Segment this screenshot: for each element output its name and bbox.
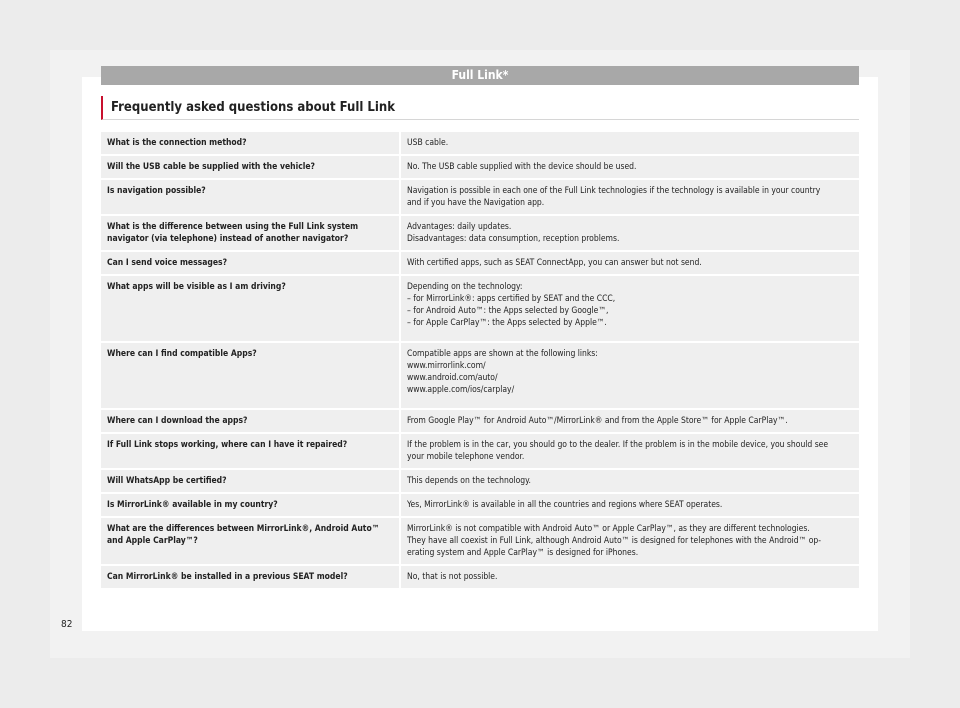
faq-answer-line: If the problem is in the car, you should go to the dealer. If the problem is in the mobile device, you should see [407,440,829,450]
faq-answer [401,276,859,341]
faq-question: Where can I find compatible Apps? [101,343,401,408]
faq-answer [401,410,859,432]
faq-answer-line: www.android.com/auto/ [407,373,498,383]
faq-question: Is MirrorLink® available in my country? [101,494,401,516]
faq-answer-line: Depending on the technology: [407,282,523,292]
faq-row [101,410,859,432]
faq-row [101,216,859,250]
faq-question: Will WhatsApp be certified? [101,470,401,492]
page-title [101,96,859,120]
faq-question: Where can I download the apps? [101,410,401,432]
faq-answer-line: MirrorLink® is not compatible with Android Auto™ or Apple CarPlay™, as they are different technologies. [407,524,810,534]
faq-answer-line: and if you have the Navigation app. [407,198,545,208]
faq-answer [401,216,859,250]
faq-question: What apps will be visible as I am driving? [101,276,401,341]
faq-answer [401,494,859,516]
faq-answer [401,343,859,408]
faq-question: Can I send voice messages? [101,252,401,274]
faq-answer-line: From Google Play™ for Android Auto™/MirrorLink® and from the Apple Store™ for Apple CarPlay™. [407,416,788,426]
faq-question: Is navigation possible? [101,180,401,214]
faq-row [101,343,859,408]
faq-table-body [101,132,859,588]
faq-answer [401,470,859,492]
page-title-text: Frequently asked questions about Full Link [111,100,395,115]
faq-question: If Full Link stops working, where can I have it repaired? [101,434,401,468]
faq-question: What is the connection method? [101,132,401,154]
faq-answer-line: your mobile telephone vendor. [407,452,525,462]
faq-row [101,494,859,516]
faq-answer [401,566,859,588]
faq-row [101,156,859,178]
faq-answer [401,132,859,154]
faq-answer-line: They have all coexist in Full Link, although Android Auto™ is designed for telephones with the Android™ op- [407,536,821,546]
faq-question: What are the differences between MirrorLink®, Android Auto™ and Apple CarPlay™? [101,518,401,564]
faq-answer-line: No, that is not possible. [407,572,498,582]
faq-row [101,180,859,214]
faq-row [101,566,859,588]
faq-row [101,276,859,341]
faq-answer [401,252,859,274]
faq-answer-line: USB cable. [407,138,449,148]
faq-answer-line: www.apple.com/ios/carplay/ [407,385,515,395]
faq-answer-line: – for Android Auto™: the Apps selected by Google™, [407,306,609,316]
faq-row [101,470,859,492]
faq-answer [401,434,859,468]
faq-answer-line: Compatible apps are shown at the following links: [407,349,598,359]
faq-row [101,434,859,468]
faq-answer-line: Advantages: daily updates. [407,222,512,232]
faq-answer-line: No. The USB cable supplied with the device should be used. [407,162,637,172]
faq-row [101,252,859,274]
faq-question: What is the difference between using the Full Link system navigator (via telephone) instead of another navigator? [101,216,401,250]
faq-question: Will the USB cable be supplied with the vehicle? [101,156,401,178]
faq-answer-line: – for MirrorLink®: apps certified by SEAT and the CCC, [407,294,616,304]
faq-answer [401,156,859,178]
faq-answer-line: erating system and Apple CarPlay™ is designed for iPhones. [407,548,639,558]
page-number: 82 [61,619,73,630]
faq-question: Can MirrorLink® be installed in a previous SEAT model? [101,566,401,588]
faq-answer-line: Disadvantages: data consumption, reception problems. [407,234,620,244]
faq-table [101,130,859,590]
faq-answer [401,180,859,214]
faq-answer-line: www.mirrorlink.com/ [407,361,486,371]
faq-answer-line: – for Apple CarPlay™: the Apps selected by Apple™. [407,318,607,328]
faq-answer-line: Yes, MirrorLink® is available in all the countries and regions where SEAT operates. [407,500,723,510]
faq-answer-line: Navigation is possible in each one of the Full Link technologies if the technology is available in your country [407,186,821,196]
section-header-bar [101,66,859,85]
faq-answer-line: This depends on the technology. [407,476,531,486]
faq-row [101,518,859,564]
section-title: Full Link* [451,68,509,82]
faq-answer-line: With certified apps, such as SEAT ConnectApp, you can answer but not send. [407,258,702,268]
faq-answer [401,518,859,564]
faq-row [101,132,859,154]
